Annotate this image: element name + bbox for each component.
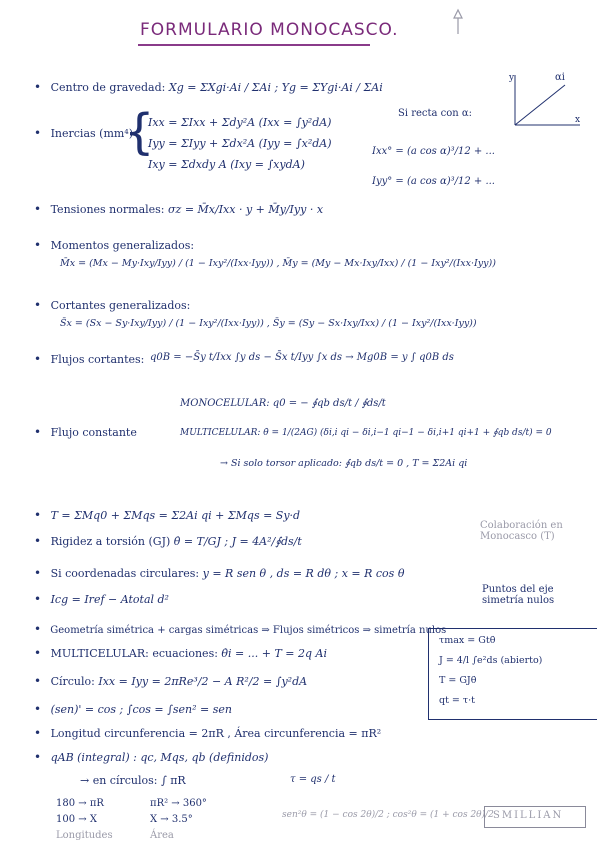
solo-torsor-formula: → Si solo torsor aplicado: ∮qb ds/t = 0 , T = Σ2Ai qi (220, 458, 468, 469)
line-formula: Xg = ΣXgi·Ai / ΣAi ; Yg = ΣYgi·Ai / ΣAi (168, 81, 383, 94)
line-rigidez (34, 534, 302, 548)
arrow-mark-icon (450, 8, 466, 36)
line-formula: qAB (integral) : qc, Mqs, qb (definidos) (50, 751, 269, 764)
flujos-formula: q0B = −S̄y t/Ixx ∫y ds − S̄x t/Iyy ∫x ds → Mg0B = y ∫ q0B ds (150, 352, 454, 363)
momentos-formula: M̄x = (Mx − My·Ixy/Iyy) / (1 − Ixy²/(Ixx·Iyy)) , M̄y = (My − Mx·Ixy/Ixx) / (1 − Ixy²/(Ixx·Iyy)) (60, 258, 496, 269)
symmetry-note: Puntos del eje simetría nulos (482, 584, 555, 606)
line-cortantes (34, 298, 190, 312)
bullet: • (34, 508, 42, 522)
svg-text:x: x (575, 115, 581, 125)
line-label: Tensiones normales: (50, 203, 165, 216)
coordinate-axes-icon (505, 70, 585, 130)
bottom-left-1: 180 → πR (56, 798, 104, 809)
line-label: Flujos cortantes: (50, 353, 145, 366)
tau-formula: τ = qs / t (290, 774, 336, 785)
line-formula: Geometría simétrica + cargas simétricas ⇒ Flujos simétricos ⇒ simetría nulos (50, 625, 447, 636)
title-underline (138, 44, 370, 46)
box-line: qt = τ·t (439, 695, 475, 706)
line-qab (34, 750, 268, 764)
line-label: Cortantes generalizados: (50, 299, 191, 312)
box-line: J = 4/l ∫e²ds (abierto) (439, 655, 543, 666)
bullet: • (34, 534, 42, 548)
line-label: Si coordenadas circulares: (50, 567, 200, 580)
line-formula: Ixx = Iyy = 2πRe³/2 − A R²/2 = ∫y²dA (98, 675, 308, 688)
line-momentos (34, 238, 194, 252)
line-flujo-constante (34, 425, 137, 439)
inercia-ixy: Ixy = Σdxdy A (Ixy = ∫xydA) (148, 158, 305, 171)
torsor-note: Colaboración en Monocasco (T) (480, 520, 563, 542)
ixx-rotated: Ixx° = (a cos α)³/12 + ... (372, 146, 495, 157)
line-label: Momentos generalizados: (50, 239, 195, 252)
bottom-mid-3: Área (150, 830, 174, 841)
line-label: Centro de gravedad: (50, 81, 166, 94)
axes-label: αi (555, 72, 565, 83)
cortantes-formula: S̄x = (Sx − Sy·Ixy/Iyy) / (1 − Ixy²/(Ixx·Iyy)) , S̄y = (Sy − Sx·Ixy/Ixx) / (1 − Ixy²/(Ixx·Iyy)) (60, 318, 477, 329)
line-inercias (34, 126, 133, 140)
line-formula: (sen)' = cos ; ∫cos = ∫sen² = sen (50, 703, 232, 716)
bullet: • (34, 674, 42, 688)
bullet: • (34, 238, 42, 252)
bottom-left-3: Longitudes (56, 830, 113, 841)
bullet: • (34, 202, 42, 216)
line-circulos: → en círculos: ∫ πR (80, 774, 186, 787)
inercia-iyy: Iyy = ΣIyy + Σdx²A (Iyy = ∫x²dA) (148, 137, 332, 150)
box-line: T = GJθ̇ (439, 675, 477, 686)
multicelular-formula: MULTICELULAR: θ̇ = 1/(2AG) (δi,i qi − δi,i−1 qi−1 − δi,i+1 qi+1 + ∮qb ds/t) = 0 (180, 428, 552, 438)
line-geometria (34, 622, 446, 636)
line-formula: θ̇i = ... + T = 2q Ai (221, 647, 328, 660)
svg-text:y: y (509, 73, 515, 83)
iyy-rotated: Iyy° = (a cos α)³/12 + ... (372, 176, 495, 187)
bullet: • (34, 298, 42, 312)
line-label: Flujo constante (50, 426, 137, 439)
torsion-summary-box (428, 628, 597, 720)
bottom-left-2: 100 → X (56, 814, 97, 825)
bullet: • (34, 622, 42, 636)
line-label: Círculo: (50, 675, 95, 688)
line-derivadas (34, 702, 232, 716)
monocelular-formula: MONOCELULAR: q0 = − ∮qb ds/t / ∮ds/t (180, 398, 386, 409)
bottom-mid-1: πR² → 360° (150, 798, 207, 809)
line-circulo (34, 674, 307, 688)
bottom-box (484, 806, 586, 828)
bullet: • (34, 646, 42, 660)
rect-note: Si recta con α: (398, 108, 473, 119)
brace-left: { (124, 104, 155, 160)
line-label: MULTICELULAR: ecuaciones: (50, 647, 218, 660)
line-longitud (34, 726, 381, 740)
bottom-mid-2: X → 3.5° (150, 814, 193, 825)
bullet: • (34, 425, 42, 439)
line-formula: θ̇ = T/GJ ; J = 4A²/∮ds/t (173, 535, 302, 548)
bullet: • (34, 702, 42, 716)
bottom-box-text: SMILLIAN (493, 810, 564, 821)
bullet: • (34, 566, 42, 580)
box-line: τmax = Gtθ̇ (439, 635, 496, 646)
line-formula: σz = M̄x/Ixx · y + M̄y/Iyy · x (168, 203, 324, 216)
bullet: • (34, 592, 42, 606)
line-flujos-cortantes (34, 352, 144, 366)
bottom-trig: sen²θ = (1 − cos 2θ)/2 ; cos²θ = (1 + cos 2θ)/2 (282, 810, 494, 820)
line-formula: y = R sen θ , ds = R dθ ; x = R cos θ (202, 567, 405, 580)
line-formula: T = ΣMq0 + ΣMqs = Σ2Ai qi + ΣMqs = Sy·d (50, 509, 301, 522)
line-label: Rigidez a torsión (GJ) (50, 535, 171, 548)
line-label: Inercias (mm⁴) (50, 127, 134, 140)
bullet: • (34, 126, 42, 140)
line-torsor-total (34, 508, 300, 522)
page-title: FORMULARIO MONOCASCO. (140, 20, 399, 40)
line-centro-gravedad (34, 80, 383, 94)
line-tensiones (34, 202, 323, 216)
line-formula: Icg = Iref − Atotal d² (50, 593, 169, 606)
line-formula: Longitud circunferencia = 2πR , Área circunferencia = πR² (50, 727, 382, 740)
inercia-ixx: Ixx = ΣIxx + Σdy²A (Ixx = ∫y²dA) (148, 116, 332, 129)
line-steiner (34, 592, 169, 606)
bullet: • (34, 80, 42, 94)
line-multicelular-ec (34, 646, 327, 660)
bullet: • (34, 352, 42, 366)
line-coordenadas (34, 566, 404, 580)
bullet: • (34, 726, 42, 740)
bullet: • (34, 750, 42, 764)
